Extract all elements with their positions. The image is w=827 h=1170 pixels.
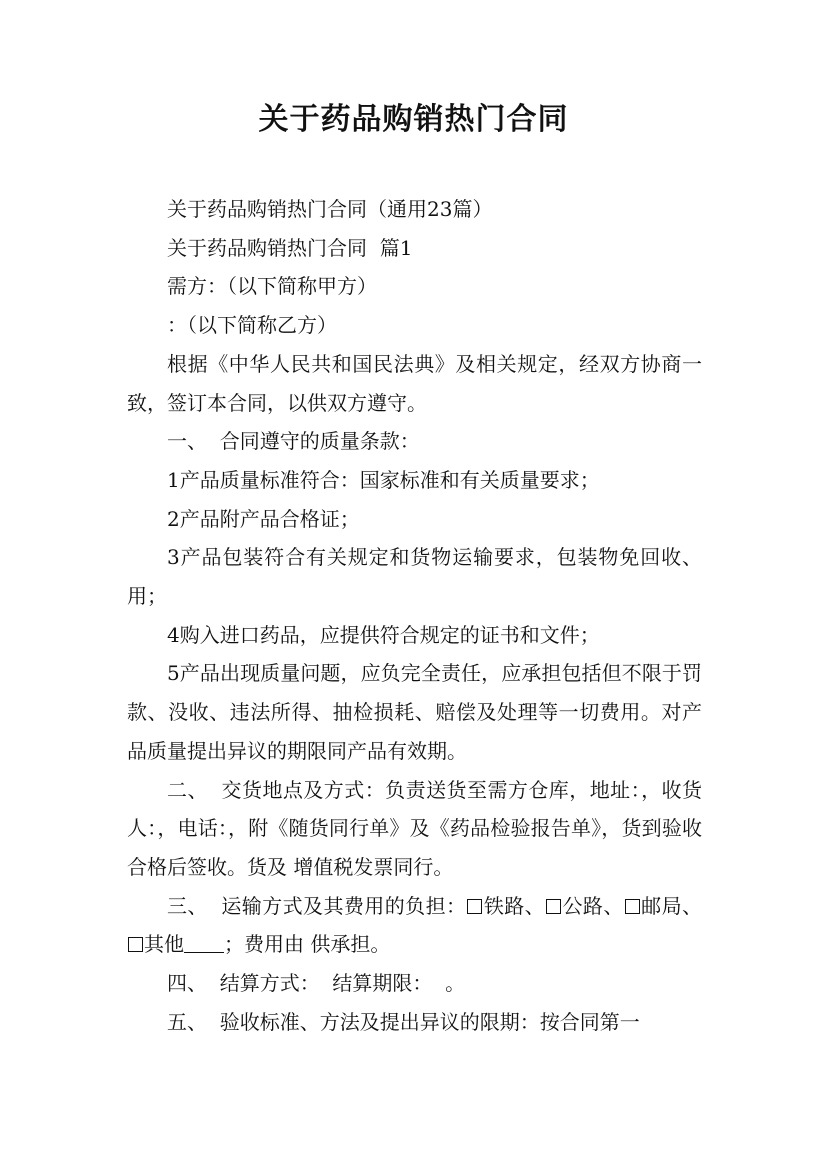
- clause-1-heading: 一、 合同遵守的质量条款：: [167, 429, 420, 454]
- clause-1-item-2: 2产品附产品合格证；: [167, 506, 360, 531]
- clause-3-option-road: 公路、: [562, 893, 624, 918]
- fill-in-blank[interactable]: [184, 934, 224, 953]
- clause-3: [127, 887, 702, 964]
- article-heading: 关于药品购销热门合同 篇1: [167, 235, 413, 260]
- clause-1-item-1: 1产品质量标准符合：国家标准和有关质量要求；: [167, 467, 600, 492]
- clause-1-item-4: 4购入进口药品，应提供符合规定的证书和文件；: [167, 622, 600, 647]
- clause-5: 五、 验收标准、方法及提出异议的限期：按合同第一: [167, 1009, 640, 1034]
- clause-3-cost: ；费用由 供承担。: [224, 932, 391, 957]
- clause-1-item-3: 3产品包装符合有关规定和货物运输要求，包装物免回收、用；: [127, 545, 702, 609]
- clause-1-item-5: 5产品出现质量问题，应负完全责任，应承担包括但不限于罚款、没收、违法所得、抽检损耗、赔偿及处理等一切费用。对产品质量提出异议的期限同产品有效期。: [127, 661, 702, 763]
- clause-2: 二、 交货地点及方式：负责送货至需方仓库，地址：，收货人：，电话：，附《随货同行单》及《药品检验报告单》，货到验收合格后签收。货及 增值税发票同行。: [127, 777, 702, 879]
- clause-3-intro: 三、 运输方式及其费用的负担：: [167, 893, 467, 918]
- clause-4: 四、 结算方式： 结算期限： 。: [167, 971, 466, 996]
- checkbox-other[interactable]: [128, 937, 143, 952]
- document-body: [127, 190, 702, 1041]
- checkbox-railway[interactable]: [467, 899, 482, 914]
- checkbox-road[interactable]: [546, 899, 561, 914]
- document-title: 关于药品购销热门合同: [258, 102, 569, 137]
- clause-3-option-post: 邮局、: [640, 893, 703, 918]
- clause-3-option-other: 其他: [144, 932, 184, 957]
- checkbox-post[interactable]: [625, 899, 640, 914]
- party-a-line: 需方：（以下简称甲方）: [167, 274, 377, 299]
- intro-paragraph: 根据《中华人民共和国民法典》及相关规定，经双方协商一致，签订本合同，以供双方遵守。: [127, 351, 702, 415]
- clause-3-option-railway: 铁路、: [483, 893, 546, 918]
- party-b-line: ：（以下简称乙方）: [167, 313, 337, 338]
- subtitle: 关于药品购销热门合同（通用23篇）: [167, 197, 493, 221]
